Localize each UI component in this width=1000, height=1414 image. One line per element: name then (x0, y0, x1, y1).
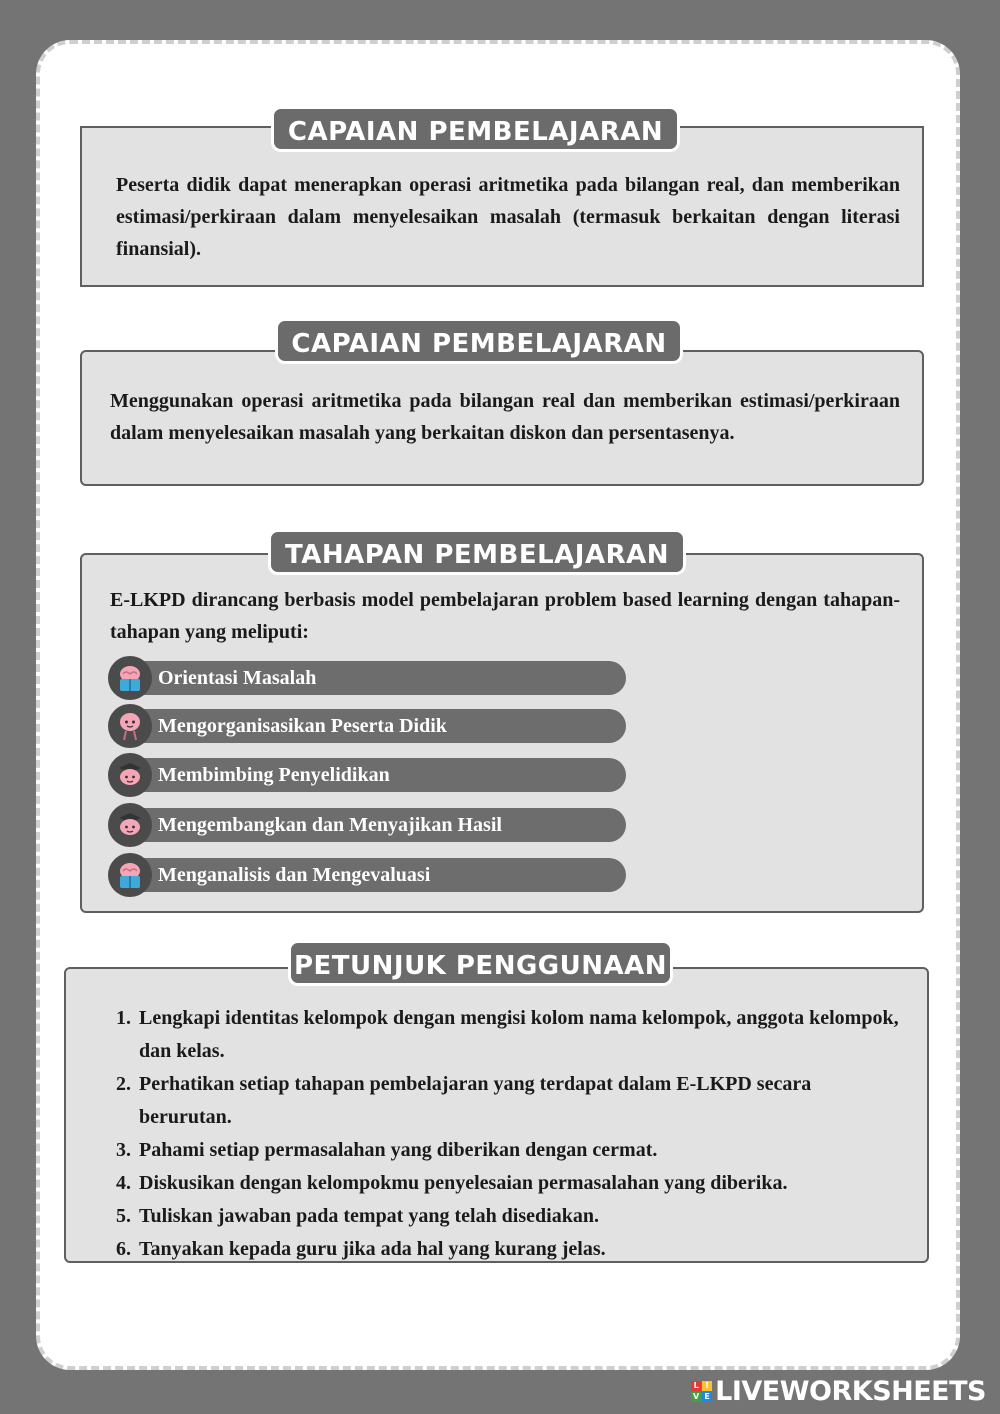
step-number: 6. (116, 1238, 131, 1260)
stage-label: Orientasi Masalah (158, 667, 317, 689)
stage-item-3 (110, 758, 626, 792)
stage-label: Membimbing Penyelidikan (158, 764, 390, 786)
section-title-capaian-1: CAPAIAN PEMBELAJARAN (271, 106, 680, 152)
list-item (116, 1002, 906, 1068)
section-title-capaian-2: CAPAIAN PEMBELAJARAN (275, 318, 683, 364)
stage-label: Mengorganisasikan Peserta Didik (158, 715, 447, 737)
petunjuk-steps-list (116, 1002, 906, 1266)
step-number: 3. (116, 1139, 131, 1161)
step-text: Diskusikan dengan kelompokmu penyelesaian permasalahan yang diberika. (139, 1172, 788, 1194)
stage-item-4 (110, 808, 626, 842)
stage-item-5 (110, 858, 626, 892)
stage-label: Mengembangkan dan Menyajikan Hasil (158, 814, 502, 836)
section-title-petunjuk: PETUNJUK PENGGUNAAN (288, 940, 673, 986)
list-item (116, 1167, 906, 1200)
stage-label: Menganalisis dan Mengevaluasi (158, 864, 431, 886)
step-number: 4. (116, 1172, 131, 1194)
list-item (116, 1233, 906, 1266)
brain-graduate-icon (108, 753, 152, 797)
brain-reading-icon (108, 853, 152, 897)
logo-mark-icon: L I V E (691, 1381, 712, 1402)
step-number: 1. (116, 1007, 131, 1029)
brain-reading-icon (108, 656, 152, 700)
brain-character-icon (108, 704, 152, 748)
step-number: 5. (116, 1205, 131, 1227)
step-text: Lengkapi identitas kelompok dengan mengisi kolom nama kelompok, anggota kelompok, dan kelas. (139, 1007, 899, 1062)
step-number: 2. (116, 1073, 131, 1095)
list-item (116, 1134, 906, 1167)
stage-item-1 (110, 661, 626, 695)
step-text: Tanyakan kepada guru jika ada hal yang kurang jelas. (139, 1238, 606, 1260)
capaian-text-2: Menggunakan operasi aritmetika pada bilangan real dan memberikan estimasi/perkiraan dalam menyelesaikan masalah yang berkaitan diskon dan persentasenya. (110, 390, 900, 444)
section-title-tahapan: TAHAPAN PEMBELAJARAN (268, 529, 686, 575)
liveworksheets-logo[interactable] (691, 1376, 986, 1406)
list-item (116, 1200, 906, 1233)
stage-item-2 (110, 709, 626, 743)
capaian-text-1: Peserta didik dapat menerapkan operasi aritmetika pada bilangan real, dan memberikan estimasi/perkiraan dalam menyelesaikan masalah (termasuk berkaitan dengan literasi finansial). (116, 174, 900, 260)
step-text: Perhatikan setiap tahapan pembelajaran yang terdapat dalam E-LKPD secara berurutan. (139, 1073, 812, 1128)
step-text: Tuliskan jawaban pada tempat yang telah disediakan. (139, 1205, 599, 1227)
brain-graduate-icon (108, 803, 152, 847)
tahapan-intro-text: E-LKPD dirancang berbasis model pembelajaran problem based learning dengan tahapan-tahapan yang meliputi: (110, 589, 900, 643)
step-text: Pahami setiap permasalahan yang diberikan dengan cermat. (139, 1139, 658, 1161)
list-item (116, 1068, 906, 1134)
logo-text: LIVEWORKSHEETS (715, 1375, 986, 1407)
